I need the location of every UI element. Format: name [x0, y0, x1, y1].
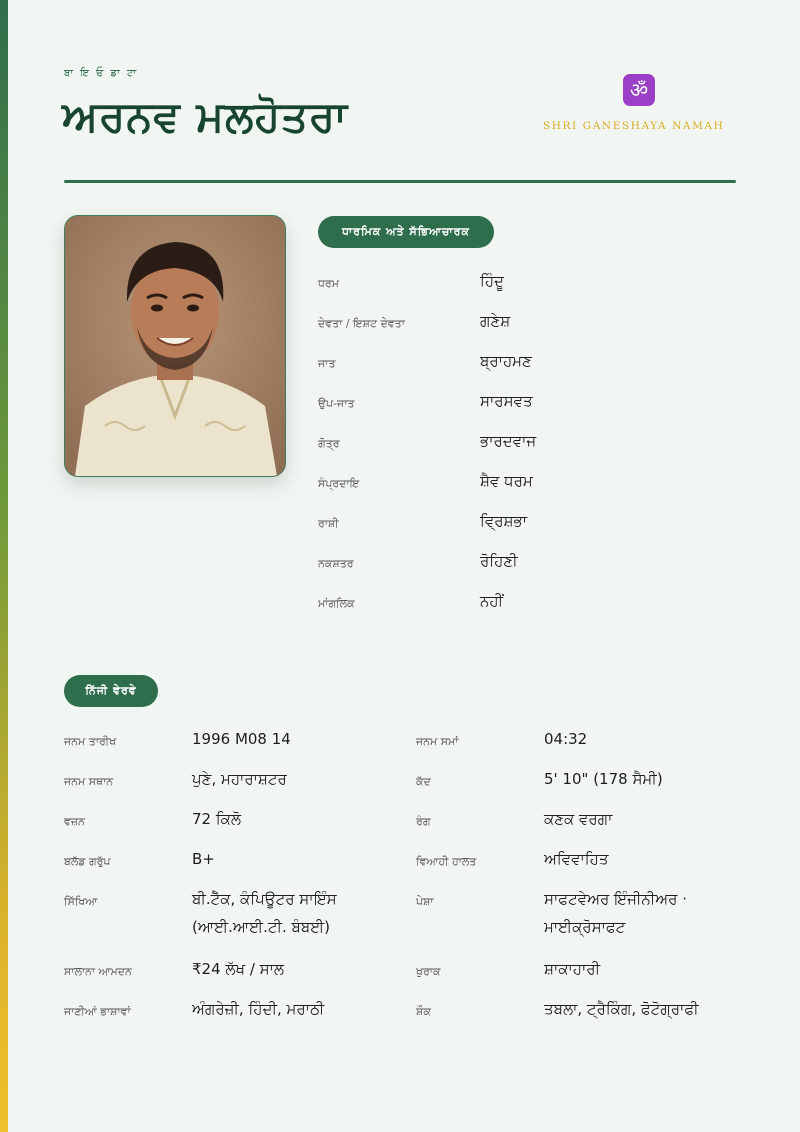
- item-label: ਵਜ਼ਨ: [64, 815, 85, 828]
- religious-row-subcaste: [318, 392, 738, 416]
- row-value: ਗਣੇਸ਼: [480, 312, 511, 330]
- blessing-text: SHRI GANESHAYA NAMAH: [543, 120, 725, 132]
- om-symbol: ॐ: [629, 78, 649, 102]
- item-value: 72 ਕਿਲੋ: [192, 810, 242, 828]
- item-value: ਕਣਕ ਵਰਗਾ: [544, 810, 613, 828]
- item-value: ਸਾਫਟਵੇਅਰ ਇੰਜੀਨੀਅਰ · ਮਾਈਕ੍ਰੋਸਾਫਟ: [544, 890, 688, 936]
- item-value: ਬੀ.ਟੈੱਕ, ਕੰਪਿਊਟਰ ਸਾਇੰਸ (ਆਈ.ਆਈ.ਟੀ. ਬੰਬਈ): [192, 890, 337, 936]
- religious-row-sampradaya: [318, 472, 738, 496]
- item-value: 1996 M08 14: [192, 730, 291, 748]
- item-label: ਸਾਲਾਨਾ ਆਮਦਨ: [64, 965, 132, 978]
- religious-row-manglik: [318, 592, 738, 616]
- item-label: ਵਿਆਹੀ ਹਾਲਤ: [416, 855, 477, 868]
- item-label: ਕੱਦ: [416, 775, 431, 788]
- item-label: ਜਨਮ ਸਮਾਂ: [416, 735, 459, 748]
- row-label: ਦੇਵਤਾ / ਇਸ਼ਟ ਦੇਵਤਾ: [318, 317, 405, 330]
- personal-section-heading: ਨਿੱਜੀ ਵੇਰਵੇ: [64, 675, 158, 707]
- row-value: ਸ਼ੈਵ ਧਰਮ: [480, 472, 533, 490]
- item-label: ਖੁਰਾਕ: [416, 965, 441, 978]
- item-value: 5' 10" (178 ਸੈਮੀ): [544, 770, 663, 788]
- row-value: ਨਹੀਂ: [480, 592, 504, 610]
- item-label: ਜਨਮ ਤਾਰੀਖ: [64, 735, 117, 748]
- row-value: ਵ੍ਰਿਸ਼ਭਾ: [480, 512, 527, 530]
- row-value: ਸਾਰਸਵਤ: [480, 392, 533, 410]
- row-label: ਸੰਪ੍ਰਦਾਇ: [318, 477, 360, 490]
- row-label: ਨਕਸ਼ਤਰ: [318, 557, 354, 570]
- religious-section-heading: ਧਾਰਮਿਕ ਅਤੇ ਸੱਭਿਆਚਾਰਕ: [318, 216, 494, 248]
- item-label: ਸ਼ੌਕ: [416, 1005, 431, 1018]
- item-label: ਬਲੱਡ ਗਰੁੱਪ: [64, 855, 111, 868]
- row-label: ਧਰਮ: [318, 277, 339, 290]
- row-label: ਰਾਸ਼ੀ: [318, 517, 339, 530]
- item-value: 04:32: [544, 730, 588, 748]
- item-value: ਅਵਿਵਾਹਿਤ: [544, 850, 609, 868]
- item-label: ਜਾਣੀਆਂ ਭਾਸ਼ਾਵਾਂ: [64, 1005, 131, 1018]
- om-icon: [623, 74, 655, 106]
- religious-row-religion: [318, 272, 738, 296]
- person-name: ਅਰਨਵ ਮਲਹੋਤਰਾ: [62, 92, 349, 141]
- item-value: ਸ਼ਾਕਾਹਾਰੀ: [544, 960, 601, 978]
- item-value: ਪੁਣੇ, ਮਹਾਰਾਸ਼ਟਰ: [192, 770, 287, 788]
- item-value: ਤਬਲਾ, ਟ੍ਰੈਕਿੰਗ, ਫੋਟੋਗ੍ਰਾਫੀ: [544, 1000, 699, 1018]
- row-label: ਗੋਤ੍ਰ: [318, 437, 340, 450]
- religious-row-gotra: [318, 432, 738, 456]
- item-label: ਰੰਗ: [416, 815, 431, 828]
- religious-row-nakshatra: [318, 552, 738, 576]
- item-value: B+: [192, 850, 215, 868]
- profile-photo: [64, 215, 286, 477]
- item-value: ਅੰਗਰੇਜ਼ੀ, ਹਿੰਦੀ, ਮਰਾਠੀ: [192, 1000, 325, 1018]
- religious-row-deity: [318, 312, 738, 336]
- item-value: ₹24 ਲੱਖ / ਸਾਲ: [192, 960, 285, 978]
- religious-row-rashi: [318, 512, 738, 536]
- item-label: ਪੇਸ਼ਾ: [416, 895, 434, 908]
- portrait-illustration: [65, 216, 285, 476]
- row-label: ਮਾਂਗਲਿਕ: [318, 597, 355, 610]
- row-label: ਉਪ-ਜਾਤ: [318, 397, 355, 410]
- row-value: ਭਾਰਦਵਾਜ: [480, 432, 537, 450]
- document-type-label: ਬਾ ਇ ਓ ਡਾ ਟਾ: [64, 68, 139, 79]
- row-value: ਹਿੰਦੂ: [480, 272, 504, 290]
- row-value: ਬ੍ਰਾਹਮਣ: [480, 352, 532, 370]
- item-label: ਸਿੱਖਿਆ: [64, 895, 98, 908]
- header-divider: [64, 180, 736, 183]
- item-label: ਜਨਮ ਸਥਾਨ: [64, 775, 114, 788]
- row-value: ਰੋਹਿਣੀ: [480, 552, 518, 570]
- religious-row-caste: [318, 352, 738, 376]
- row-label: ਜਾਤ: [318, 357, 336, 370]
